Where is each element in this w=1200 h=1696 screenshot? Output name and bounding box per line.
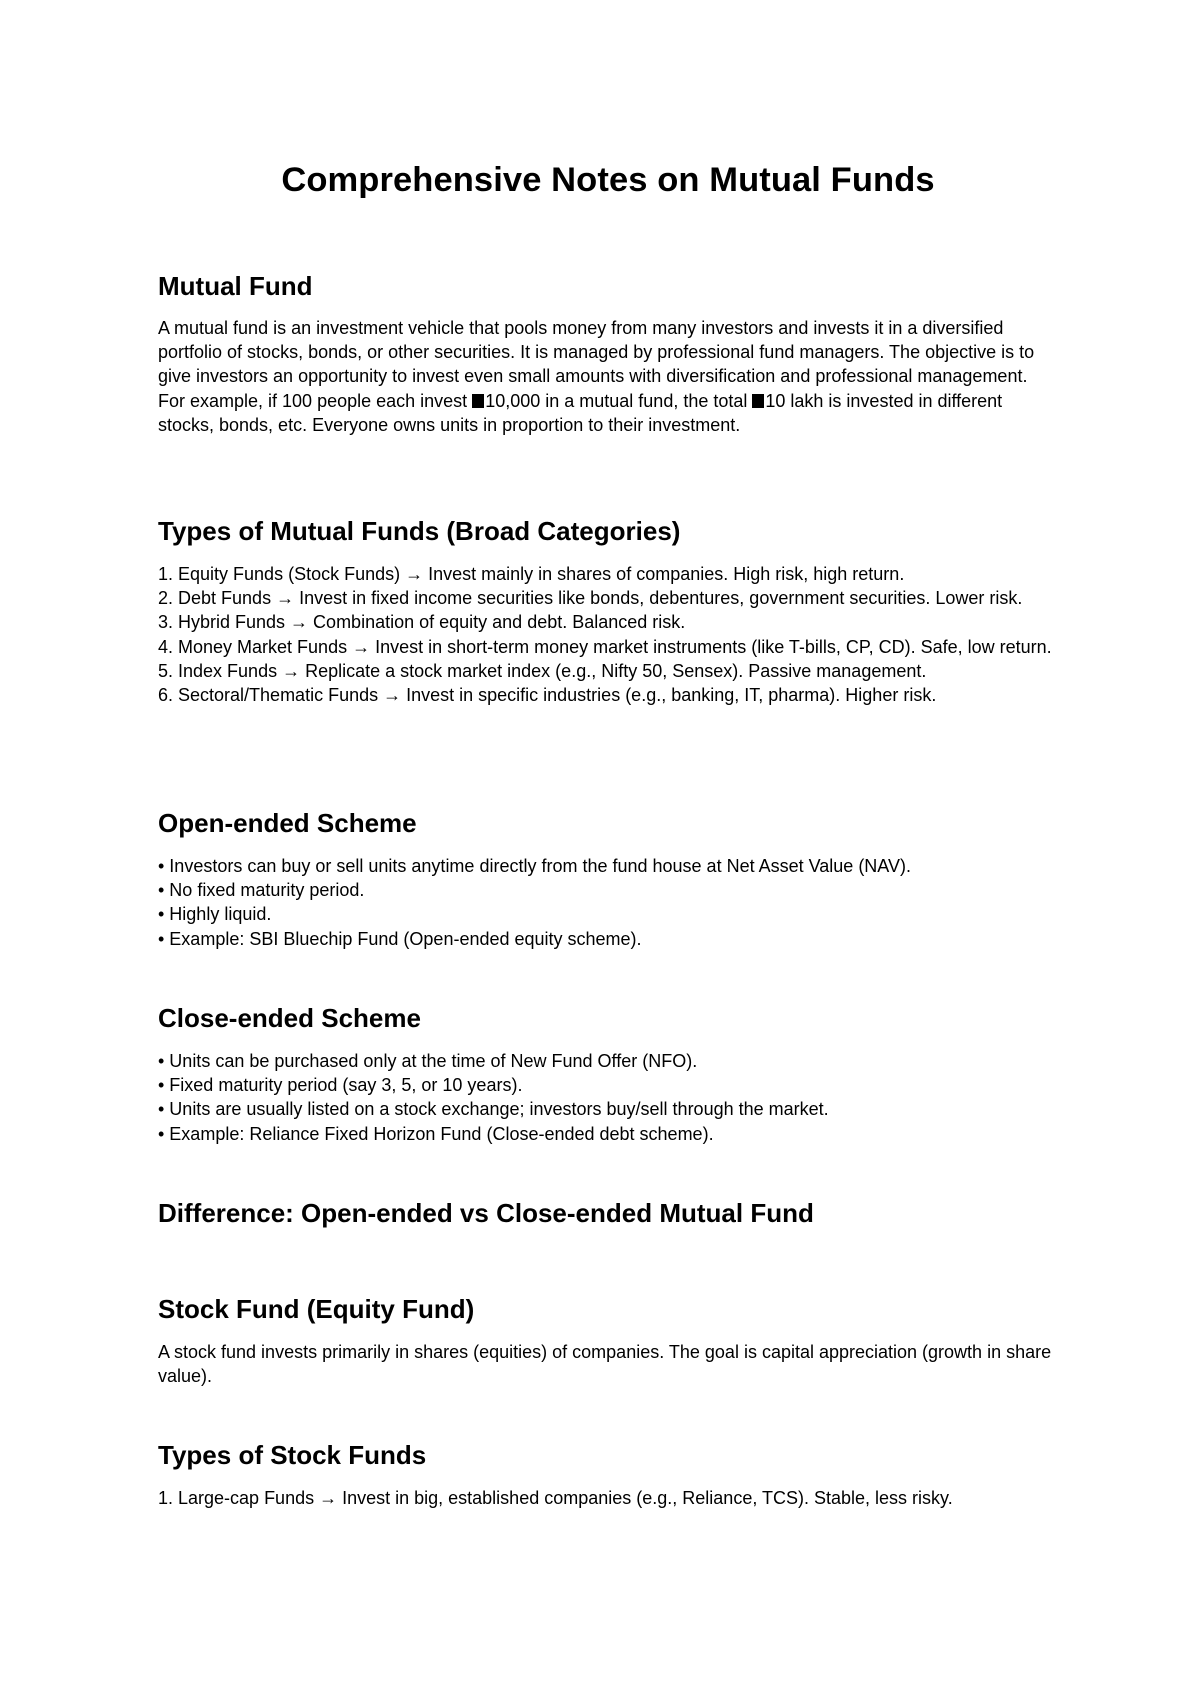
section-heading-open-vs-close-ended-difference: Difference: Open-ended vs Close-ended Mutual Fund [158, 1198, 814, 1228]
currency-symbol-icon [752, 394, 764, 408]
list-item: • Example: Reliance Fixed Horizon Fund (Close-ended debt scheme). [158, 1123, 714, 1144]
list-item: • Investors can buy or sell units anytime directly from the fund house at Net Asset Value (NAV). [158, 856, 911, 876]
list-item: • No fixed maturity period. [158, 880, 365, 901]
section-heading-mutual-fund: Mutual Fund [158, 271, 313, 301]
currency-symbol-icon [472, 394, 484, 408]
paragraph-text-part-2: 10,000 in a mutual fund, the total [485, 390, 753, 411]
section-heading-close-ended-scheme: Close-ended Scheme [158, 1003, 421, 1033]
stock-fund-types-list [158, 1486, 1058, 1510]
paragraph-text-part-1: A mutual fund is an investment vehicle that pools money from many investors and invests it in a diversified portfolio of stocks, bonds, or other securities. It is managed by professional fund managers. The objective is to give investors an opportunity to invest even small amounts with diversification and professional management. For example, if 100 people each invest [158, 318, 1035, 411]
section-heading-open-ended-scheme: Open-ended Scheme [158, 808, 417, 838]
list-item: 3. Hybrid Funds → Combination of equity and debt. Balanced risk. [158, 612, 686, 633]
list-item: • Highly liquid. [158, 904, 272, 925]
section-heading-types-of-stock-funds: Types of Stock Funds [158, 1440, 427, 1470]
list-item: 2. Debt Funds → Invest in fixed income securities like bonds, debentures, government securities. Lower risk. [158, 588, 1023, 609]
open-ended-scheme-list [158, 854, 1058, 951]
mutual-fund-types-list [158, 562, 1058, 707]
document-title: Comprehensive Notes on Mutual Funds [281, 161, 935, 199]
close-ended-scheme-list [158, 1049, 1058, 1146]
section-heading-stock-fund: Stock Fund (Equity Fund) [158, 1294, 475, 1324]
list-item: • Fixed maturity period (say 3, 5, or 10 years). [158, 1075, 523, 1096]
stock-fund-definition-paragraph: A stock fund invests primarily in shares (equities) of companies. The goal is capital appreciation (growth in share value). [158, 1342, 1052, 1387]
list-item: • Example: SBI Bluechip Fund (Open-ended equity scheme). [158, 928, 642, 949]
list-item: 4. Money Market Funds → Invest in short-term money market instruments (like T-bills, CP, CD). Safe, low return. [158, 636, 1052, 657]
mutual-fund-definition-paragraph [158, 316, 1058, 437]
list-item: • Units are usually listed on a stock exchange; investors buy/sell through the market. [158, 1099, 829, 1120]
paragraph-text-part-3: 10 lakh is invested in different stocks, bonds, etc. Everyone owns units in proportion to their investment. [158, 390, 1003, 435]
list-item: 5. Index Funds → Replicate a stock market index (e.g., Nifty 50, Sensex). Passive management. [158, 660, 927, 681]
list-item: 1. Large-cap Funds → Invest in big, established companies (e.g., Reliance, TCS). Stable, less risky. [158, 1488, 953, 1508]
list-item: 1. Equity Funds (Stock Funds) → Invest mainly in shares of companies. High risk, high return. [158, 564, 905, 584]
list-item: 6. Sectoral/Thematic Funds → Invest in specific industries (e.g., banking, IT, pharma). Higher risk. [158, 685, 937, 706]
list-item: • Units can be purchased only at the time of New Fund Offer (NFO). [158, 1051, 698, 1071]
section-heading-types-of-mutual-funds: Types of Mutual Funds (Broad Categories) [158, 516, 681, 546]
